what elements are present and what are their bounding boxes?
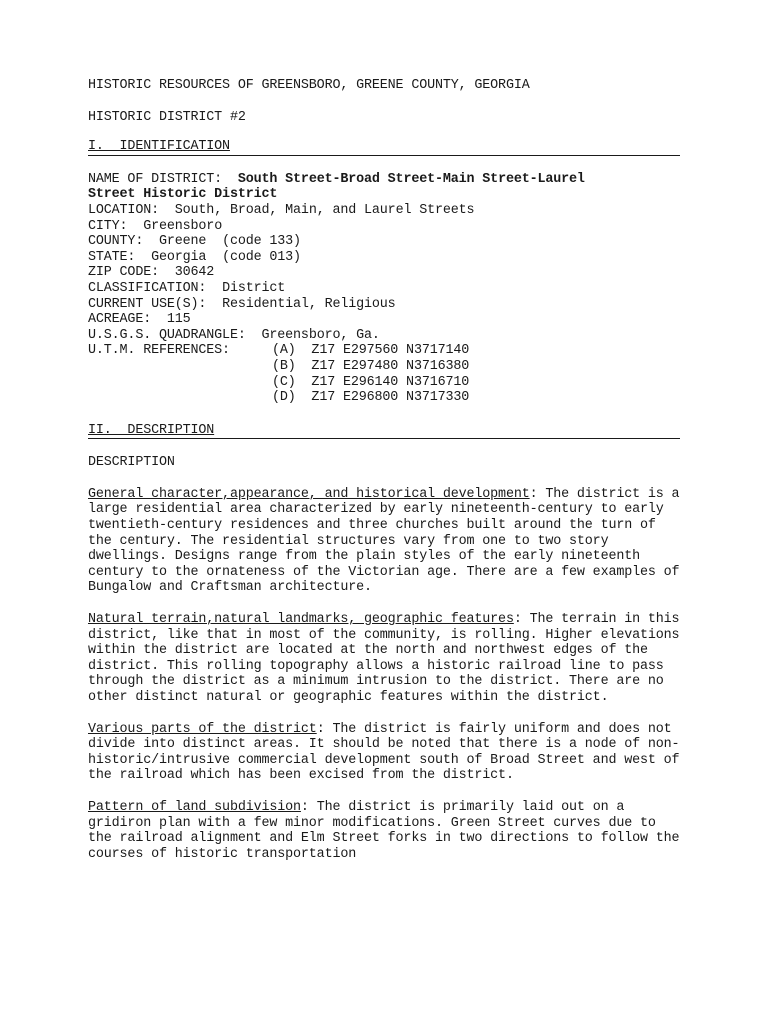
field-value: 30642 (174, 265, 215, 281)
utm-ref-a: (A) Z17 E297560 N3717140 (272, 343, 470, 359)
field-state (88, 250, 680, 266)
paragraph-various-parts (88, 722, 680, 784)
section-identification-heading (88, 139, 680, 156)
field-value: Greensboro (143, 218, 223, 234)
district-name-label: NAME OF DISTRICT: (88, 171, 223, 187)
field-value: Residential, Religious (222, 296, 396, 312)
section-description-title: II. DESCRIPTION (88, 422, 215, 438)
section-identification-title: I. IDENTIFICATION (88, 139, 230, 155)
district-name-row (88, 172, 680, 188)
field-label: LOCATION: (88, 202, 159, 218)
field-label: CLASSIFICATION: (88, 280, 207, 296)
district-name-value-line1: South Street-Broad Street-Main Street-Laurel (237, 171, 585, 187)
paragraph-lead: Pattern of land subdivision (88, 799, 301, 815)
document-page (88, 78, 680, 878)
identification-fields (88, 172, 680, 406)
field-label: U.S.G.S. QUADRANGLE: (88, 327, 246, 343)
field-value: 115 (166, 312, 191, 328)
field-city (88, 219, 680, 235)
utm-spacer (88, 359, 272, 375)
field-value: Georgia (code 013) (151, 249, 301, 265)
paragraph-natural-terrain (88, 612, 680, 706)
utm-spacer (88, 390, 272, 406)
field-county (88, 234, 680, 250)
paragraph-text: : The district is fairly uniform and does not divide into distinct areas. It should be noted that there is a node of non-historic/intrusive commercial development south of Broad Street and west of the railroad which has been excised from the district. (88, 721, 680, 784)
document-title: HISTORIC RESOURCES OF GREENSBORO, GREENE COUNTY, GEORGIA (88, 78, 530, 93)
field-label: ZIP CODE: (88, 265, 159, 281)
utm-ref-d: (D) Z17 E296800 N3717330 (272, 390, 470, 406)
field-label: CURRENT USE(S): (88, 296, 207, 312)
field-classification (88, 281, 680, 297)
utm-label: U.T.M. REFERENCES: (88, 343, 230, 359)
description-label: DESCRIPTION (88, 455, 175, 471)
paragraph-lead: Natural terrain,natural landmarks, geographic features (88, 612, 514, 628)
field-value: Greene (code 133) (158, 234, 301, 250)
field-value: District (222, 280, 286, 296)
paragraph-general-character (88, 487, 680, 596)
field-label: CITY: (88, 218, 128, 234)
utm-spacer (88, 375, 272, 391)
field-location (88, 203, 680, 219)
paragraph-lead: General character,appearance, and historical development (88, 486, 530, 502)
paragraph-text: : The terrain in this district, like that in most of the community, is rolling. Higher elevations within the district are located at the north and northwest edges of the district. This rolling topography allows a historic railroad line to pass through the district as a minimum intrusion to the district. There are no other distinct natural or geographic features within the district. (88, 612, 680, 705)
utm-ref-b: (B) Z17 E297480 N3716380 (272, 358, 470, 374)
paragraph-text: : The district is primarily laid out on a gridiron plan with a few minor modifications. Green Street curves due to the railroad alignment and Elm Street forks in two directions to follow the courses of historic transportation (88, 799, 680, 862)
field-label: ACREAGE: (88, 312, 152, 328)
paragraph-land-subdivision (88, 800, 680, 862)
district-name-value-line2: Street Historic District (88, 187, 278, 203)
utm-references (88, 343, 680, 405)
field-value: Greensboro, Ga. (261, 327, 380, 343)
field-label: COUNTY: (88, 234, 144, 250)
field-label: STATE: (88, 249, 136, 265)
district-number: HISTORIC DISTRICT #2 (88, 109, 246, 125)
field-quadrangle (88, 328, 680, 344)
field-acreage (88, 312, 680, 328)
field-value: South, Broad, Main, and Laurel Streets (174, 202, 475, 218)
utm-ref-c: (C) Z17 E296140 N3716710 (272, 374, 470, 390)
paragraph-text: : The district is a large residential area characterized by early nineteenth-century to early twentieth-century residences and three churches built around the turn of the century. The residential structures vary from one to two story dwellings. Designs range from the plain styles of the early nineteenth century to the ornateness of the Victorian age. There are a few examples of Bungalow and Craftsman architecture. (88, 486, 680, 596)
section-description-heading (88, 423, 680, 440)
paragraph-lead: Various parts of the district (88, 721, 317, 737)
field-current-use (88, 297, 680, 313)
field-zip (88, 265, 680, 281)
